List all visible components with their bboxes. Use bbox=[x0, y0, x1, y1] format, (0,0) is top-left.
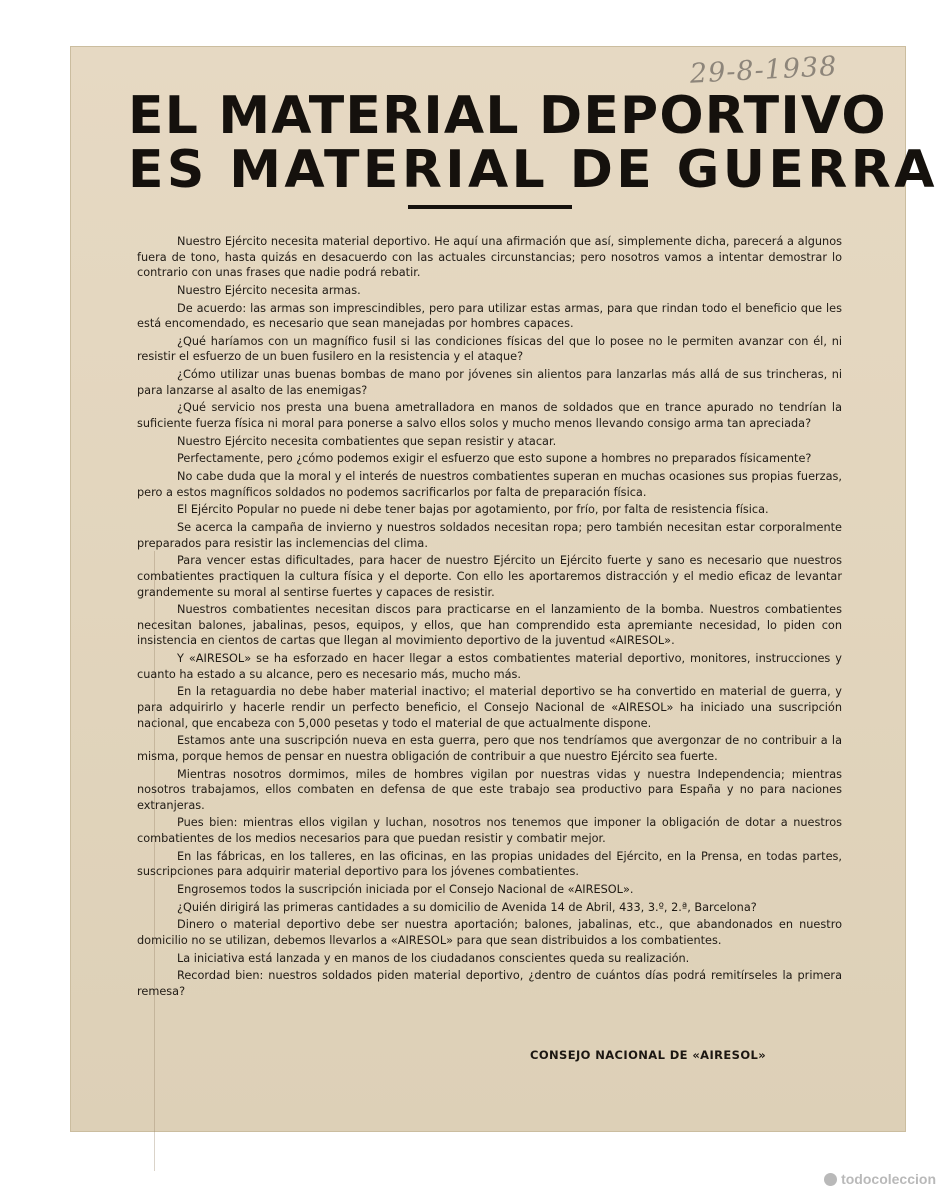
paragraph: De acuerdo: las armas son imprescindibles, pero para utilizar estas armas, para que rindan todo el beneficio que les está encomendado, es necesario que sean manejadas por hombres capaces. bbox=[137, 301, 842, 331]
paragraph: Recordad bien: nuestros soldados piden material deportivo, ¿dentro de cuántos días podrá remitírseles la primera remesa? bbox=[137, 969, 842, 998]
paragraph: En las fábricas, en los talleres, en las oficinas, en las propias unidades del Ejército, en la Prensa, en todas partes, suscripciones para adquirir material deportivo para los jóvenes combatientes. bbox=[137, 849, 842, 879]
paragraph: Nuestro Ejército necesita material deportivo. He aquí una afirmación que así, simplemente dicha, parecerá a algunos fuera de tono, hasta quizás en desacuerdo con las actuales circunstancias; pero nosotros vamos a intentar demostrar lo contrario con unas frases que nadie podrá rebatir. bbox=[137, 235, 842, 280]
paragraph: ¿Qué haríamos con un magnífico fusil si las condiciones físicas del que lo posee no le permiten avanzar con él, ni resistir el esfuerzo de un buen fusilero en la resistencia y el ataque? bbox=[137, 334, 842, 364]
paragraph: ¿Qué servicio nos presta una buena ametralladora en manos de soldados que en trance apurado no tendrían la suficiente fuerza física ni moral para ponerse a salvo ellos solos y mucho menos llevando consigo arma tan apreciada? bbox=[137, 401, 842, 430]
document-title-line-1: EL MATERIAL DEPORTIVO bbox=[128, 86, 887, 146]
handwritten-date: 29-8-1938 bbox=[689, 51, 839, 90]
document-title-line-2: ES MATERIAL DE GUERRA bbox=[128, 140, 938, 200]
document-body bbox=[137, 234, 842, 1002]
watermark-text: todocoleccion bbox=[841, 1171, 936, 1187]
paragraph: Mientras nosotros dormimos, miles de hombres vigilan por nuestras vidas y nuestra Independencia; mientras nosotros trabajamos, ellos combaten en defensa de que este trabajo sea productivo para España y no para naciones extranjeras. bbox=[137, 767, 842, 812]
paragraph: Nuestros combatientes necesitan discos para practicarse en el lanzamiento de la bomba. Nuestros combatientes necesitan balones, jabalinas, pesos, equipos, y ellos, que han comprendido esta apremiante necesidad, lo piden con insistencia en cientos de cartas que llegan al movimiento deportivo de la juventud «AIRESOL». bbox=[137, 603, 842, 648]
paragraph: En la retaguardia no debe haber material inactivo; el material deportivo se ha convertido en material de guerra, y para adquirirlo y hacerle rendir un perfecto beneficio, el Consejo Nacional de «AIRESOL» ha iniciado una suscripción nacional, que encabeza con 5,000 pesetas y todo el material de que actualmente dispone. bbox=[137, 685, 842, 730]
paragraph: La iniciativa está lanzada y en manos de los ciudadanos conscientes queda su realización. bbox=[177, 951, 690, 965]
document-signature: CONSEJO NACIONAL DE «AIRESOL» bbox=[530, 1048, 767, 1062]
paragraph: Engrosemos todos la suscripción iniciada por el Consejo Nacional de «AIRESOL». bbox=[177, 882, 634, 896]
paragraph: Estamos ante una suscripción nueva en esta guerra, pero que nos tendríamos que avergonzar de no contribuir a la misma, porque hemos de pensar en nuestra obligación de contribuir a que nuestro Ejército sea fuerte. bbox=[137, 734, 842, 763]
paragraph: El Ejército Popular no puede ni debe tener bajas por agotamiento, por frío, por falta de resistencia física. bbox=[177, 503, 769, 517]
watermark bbox=[824, 1168, 936, 1190]
todocoleccion-logo-icon bbox=[824, 1173, 837, 1186]
paragraph: Para vencer estas dificultades, para hacer de nuestro Ejército un Ejército fuerte y sano es necesario que nuestros combatientes practiquen la cultura física y el deporte. Con ello les aportaremos distracción y el medio eficaz de levantar grandemente su moral al sentirse fuertes y capaces de resistir. bbox=[137, 554, 842, 599]
paragraph: Y «AIRESOL» se ha esforzado en hacer llegar a estos combatientes material deportivo, monitores, instrucciones y cuanto ha estado a su alcance, pero es necesario más, mucho más. bbox=[137, 652, 842, 681]
paragraph: Nuestro Ejército necesita combatientes que sepan resistir y atacar. bbox=[177, 434, 557, 448]
title-underline-divider bbox=[408, 205, 572, 209]
paragraph: ¿Quién dirigirá las primeras cantidades a su domicilio de Avenida 14 de Abril, 433, 3.º, 2.ª, Barcelona? bbox=[177, 900, 757, 914]
paragraph: ¿Cómo utilizar unas buenas bombas de mano por jóvenes sin alientos para lanzarlas más allá de sus trincheras, ni para lanzarse al asalto de las enemigas? bbox=[137, 368, 842, 397]
paragraph: Perfectamente, pero ¿cómo podemos exigir el esfuerzo que esto supone a hombres no preparados físicamente? bbox=[177, 452, 812, 466]
paragraph: Nuestro Ejército necesita armas. bbox=[177, 283, 361, 297]
paragraph: Se acerca la campaña de invierno y nuestros soldados necesitan ropa; pero también necesitan estar corporalmente preparados para resistir las inclemencias del clima. bbox=[137, 521, 842, 550]
paragraph: No cabe duda que la moral y el interés de nuestros combatientes superan en muchas ocasiones sus propias fuerzas, pero a estos magníficos soldados no podemos sacrificarlos por falta de preparación física. bbox=[137, 470, 842, 499]
paragraph: Dinero o material deportivo debe ser nuestra aportación; balones, jabalinas, etc., que abandonados en nuestro domicilio no se utilizan, debemos llevarlos a «AIRESOL» para que sean distribuidos a los combatientes. bbox=[137, 918, 842, 947]
paragraph: Pues bien: mientras ellos vigilan y luchan, nosotros nos tenemos que imponer la obligación de dotar a nuestros combatientes de los medios necesarios para que puedan resistir y combatir mejor. bbox=[137, 816, 842, 845]
